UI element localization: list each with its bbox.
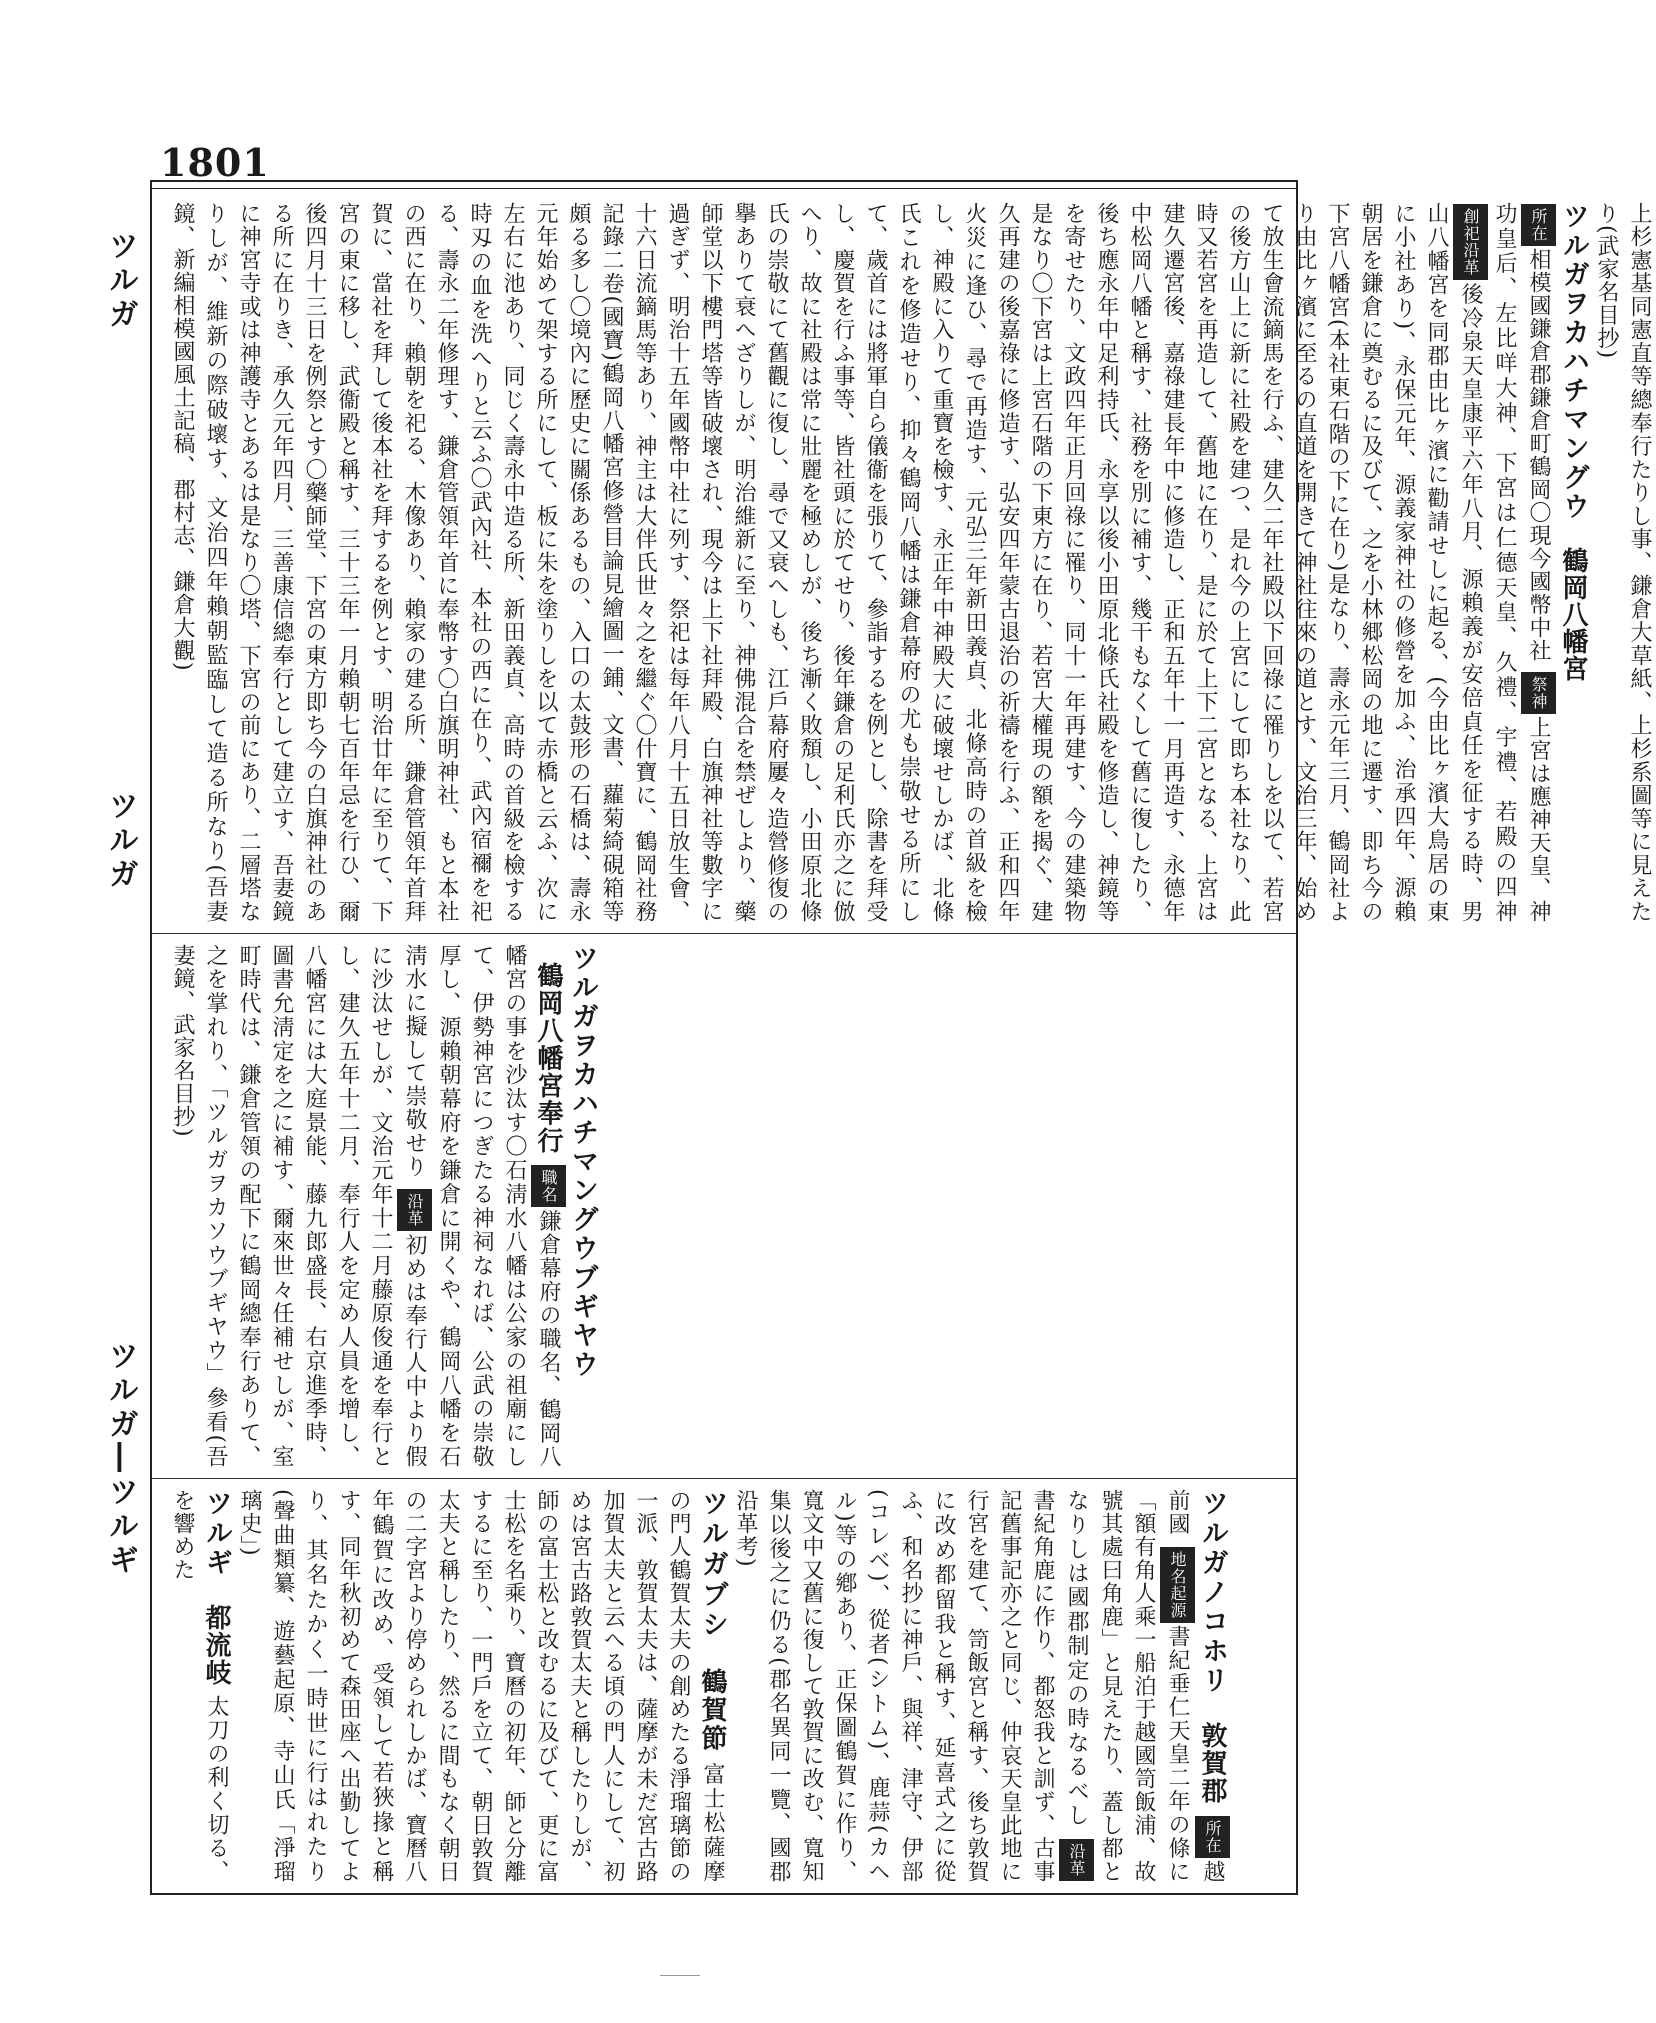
entry-title: 敦賀郡 bbox=[1197, 1722, 1227, 1805]
entry-title: 鶴岡八幡宮 bbox=[1558, 547, 1588, 682]
entry-title: 鶴賀節 bbox=[697, 1668, 727, 1754]
side-label-1: ツルガ bbox=[103, 230, 138, 332]
footer-mark bbox=[660, 1975, 700, 1976]
side-label-3: ツルガ―ツルギ bbox=[103, 1340, 138, 1578]
tag-location: 所在 bbox=[1521, 204, 1556, 246]
entry-title: 都流岐 bbox=[201, 1604, 231, 1687]
entry-text: 富士松薩摩の門人鶴賀太夫の創めたる淨瑠璃節の一派、敦賀太夫は、薩摩が未だ宮古路加賀太夫と云へる頃の門人にして、初めは宮古路敦賀太夫と稱したりしが、師の富士松と改むるに及びて、更に富士松を名乘り、寶曆の初年、師と分離するに至り、一門戶を立て、朝日敦賀太夫と稱したり、然るに間もなく朝日の二字宮より停められしかば、寶曆八年鶴賀に改め、受領して若狹掾と稱す、同年秋初めて森田座へ出勤してより、其名たかく一時世に行はれたり(聲曲類纂、遊藝起原、寺山氏「淨瑠璃史」) bbox=[237, 1489, 725, 1884]
tag-deity: 祭神 bbox=[1521, 672, 1556, 714]
location-text: 相模國鎌倉郡鎌倉町鶴岡〇現今國幣中社 bbox=[1526, 248, 1551, 662]
tag-location: 所在 bbox=[1195, 1816, 1230, 1858]
page-number: 1801 bbox=[160, 140, 270, 185]
history-text: 初めは奉行人中より假に沙汰せしが、文治元年十二月藤原俊通を奉行とし、建久五年十二月、奉行人を定め人員を增し、八幡宮には大庭景能、藤九郎盛長、右京進季時、圖書允淸定を之に補す、爾來世々任補せしが、室町時代は、鎌倉管領の配下に鶴岡總奉行ありて、之を掌れり、「ツルガヲカソウブギヤウ」參看(吾妻鏡、武家名目抄) bbox=[170, 944, 427, 1469]
tag-history: 沿革 bbox=[397, 1189, 432, 1231]
panel-3-text bbox=[166, 1489, 1230, 1883]
entry-heading: ツルギ bbox=[201, 1489, 232, 1578]
entry-text: 太刀の利く切る、を響めた bbox=[170, 1489, 229, 1884]
history-text: 後冷泉天皇康平六年八月、源賴義が安倍貞任を征する時、男山八幡宮を同郡由比ヶ濱に勸請せしに起る、(今由比ヶ濱大鳥居の東に小社あり)、永保元年、源義家神社の修營を加ふ、治承四年、源賴朝居を鎌倉に奠むるに及びて、之を小林郷松岡の地に遷す、即ち今の下宮八幡宮(本社東石階の下に在り)是なり、壽永元年三月、鶴岡社より由比ヶ濱に至るの直道を開きて神社往來の道とす、文治三年、始めて放生會流鏑馬を行ふ、建久二年社殿以下回祿に罹りしを以て、若宮の後方山上に新に社殿を建つ、是れ今の上宮にして即ち本社なり、此時又若宮を再造して、舊地に在り、是に於て上下二宮となる、上宮は建久遷宮後、嘉祿建長年中に修造し、正和五年十一月再造す、永德年中松岡八幡と稱す、社務を別に補す、幾干もなくして舊に復したり、後ち應永年中足利持氏、永享以後小田原北條氏社殿を修造し、神鏡等を寄せたり、文政四年正月回祿に罹り、同十一年再建す、今の建築物是なり〇下宮は上宮石階の下東方に在り、若宮大權現の額を揭ぐ、建久再建の後嘉祿に修造す、弘安四年蒙古退治の祈禱を行ふ、正和四年火災に逢ひ、尋で再造す、元弘三年新田義貞、北條高時の首級を檢し、神殿に入りて重寶を檢す、永正年中神殿大に破壞せしかば、北條氏これを修造せり、抑々鶴岡八幡は鎌倉幕府の尤も崇敬せる所にして、歲首には將軍自ら儀衞を張りて、參詣するを例とし、除書を拜受し、慶賀を行ふ事等、皆社頭に於てせり、後年鎌倉の足利氏亦之に倣へり、故に社殿は常に壯麗を極めしが、後ち漸く敗頽し、小田原北條氏の崇敬にて舊觀に復し、尋で又衰へしも、江戶幕府屢々造營修復の擧ありて衰へざりしが、明治維新に至り、神佛混合を禁ぜしより、藥師堂以下樓門塔等皆破壞され、現今は上下社拜殿、白旗神社等數字に過ぎず、明治十五年國幣中社に列す、祭祀は每年八月十五日放生會、十六日流鏑馬等あり、神主は大伴氏世々之を繼ぐ〇什寶に、鶴岡社務記錄二卷(國寶)鶴岡八幡宮修營目論見繪圖一鋪、文書、蘿菊綺硯箱等頗る多し〇境內に歷史に關係あるもの、入口の太鼓形の石橋は、壽永元年始めて架する所にして、板に朱を塗りしを以て赤橋と云ふ、次に左右に池あり、同じく壽永中造る所、新田義貞、高時の首級を檢する時刄の血を洗へりと云ふ〇武內社、本社の西に在り、武內宿禰を祀る、壽永二年修理す、鎌倉管領年首に奉幣す〇白旗明神社、もと本社の西に在り、賴朝を祀る、木像あり、賴家の建る所、鎌倉管領年首拜賀に、當社を拜して後本社を拜するを例とす、明治廿年に至りて、下宮の東に移し、武衞殿と稱す、三十三年一月賴朝七百年忌を行ひ、爾後四月十三日を例祭とす〇藥師堂、下宮の東方即ち今の白旗神社のある所に在りき、承久元年四月、三善康信總奉行として建立す、吾妻鏡に神宮寺或は神護寺とあるは是なり〇塔、下宮の前にあり、二層塔なりしが、維新の際破壞す、文治四年賴朝監臨して造る所なり(吾妻鏡、新編相模國風土記稿、郡村志、鎌倉大觀) bbox=[170, 202, 1483, 924]
top-rule bbox=[152, 188, 1296, 189]
entry-heading: ツルガヲカハチマングウブギヤウ bbox=[567, 944, 598, 1379]
tag-history: 沿革 bbox=[1059, 1839, 1094, 1881]
panel-hachimangu-bugyo bbox=[152, 934, 1296, 1479]
entry-heading: ツルガノコホリ bbox=[1197, 1489, 1228, 1696]
panel-tsuruga-entries bbox=[152, 1479, 1296, 1893]
panel-tsurugaoka-hachimangu bbox=[152, 192, 1652, 934]
text-frame bbox=[150, 180, 1652, 1895]
name-origin-text: 書紀垂仁天皇二年の條に「額有角人乘一船泊于越國笥飯浦、故號其處曰角鹿」と見えたり、蓋し都となりしは國郡制定の時なるべし bbox=[1064, 1489, 1190, 1883]
entry-heading: ツルガブシ bbox=[697, 1489, 728, 1641]
entry-title: 鶴岡八幡宮奉行 bbox=[533, 962, 563, 1155]
location-text: 越前國 bbox=[1165, 1489, 1225, 1884]
office-text: 鎌倉幕府の職名、鶴岡八幡宮の事を沙汰す〇石淸水八幡は公家の祖廟にして、伊勢神宮につぎたる神祠なれば、公武の崇敬厚し、源賴朝幕府を鎌倉に開くや、鶴岡八幡を石淸水に擬して崇敬せり bbox=[402, 944, 561, 1469]
deity-text: 上宮は應神天皇、神功皇后、左比咩大神、下宮は仁德天皇、久禮、宇禮、若殿の四神 bbox=[1492, 202, 1551, 923]
tag-office: 職名 bbox=[531, 1165, 566, 1207]
side-label-2: ツルガ bbox=[103, 790, 138, 892]
panel-2-text bbox=[166, 944, 599, 1468]
history-text: 書紀角鹿に作り、都怒我と訓ず、古事記舊事記亦之と同じ、仲哀天皇此地に行宮を建て、笥飯宮と稱す、後ち敦賀に改め都留我と稱す、延喜式之に從ふ、和名抄に神戶、與祥、津守、伊部(コレベ)、從者(シトム)、鹿蒜(カヘル)等の鄕あり、正保圖鶴賀に作り、寬文中又舊に復して敦賀に改む、寬知集以後之に仍る(郡名異同一覽、國郡沿革考) bbox=[733, 1489, 1055, 1883]
entry-heading: ツルガヲカハチマングウ bbox=[1558, 202, 1589, 521]
intro-text: 上杉憲基同憲直等總奉行たりし事、鎌倉大草紙、上杉系圖等に見えたり(武家名目抄) bbox=[1594, 202, 1652, 923]
panel-1-text bbox=[166, 202, 1656, 923]
tag-history: 創祀沿革 bbox=[1453, 204, 1488, 280]
tag-name-origin: 地名起源 bbox=[1160, 1547, 1195, 1623]
